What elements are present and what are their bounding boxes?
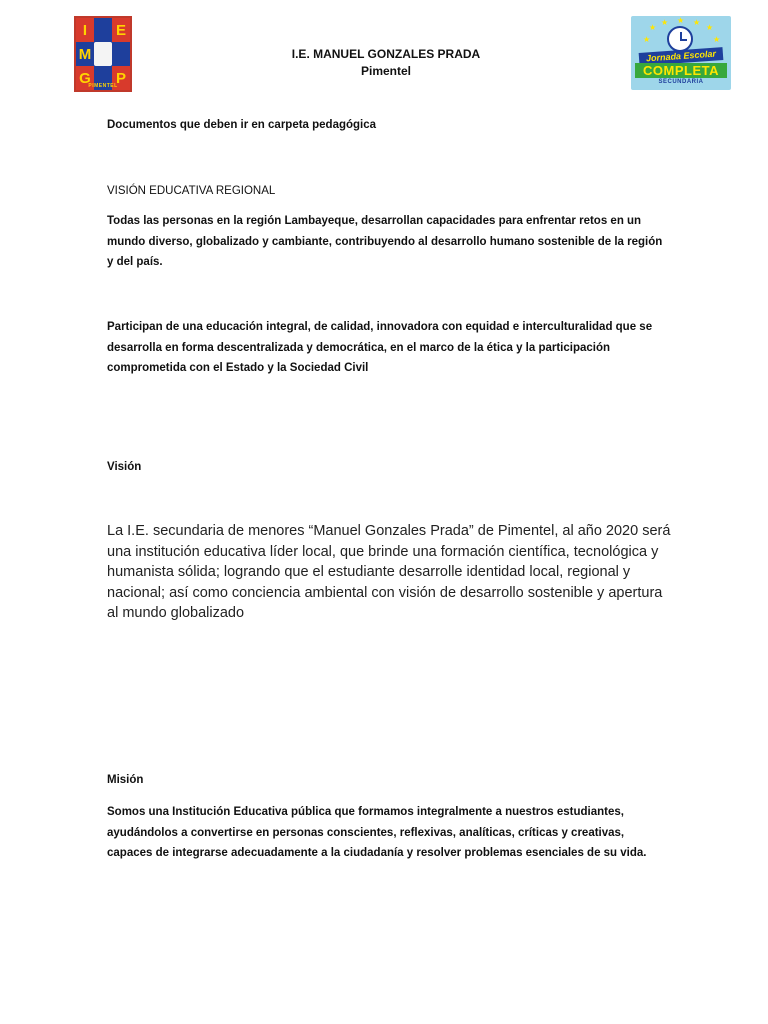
star-icon: ★ — [706, 23, 714, 32]
crest-motto: PIMENTEL — [88, 83, 118, 89]
clock-icon — [667, 26, 693, 52]
crest-letter-i: I — [76, 18, 94, 42]
vision-heading: Visión — [107, 461, 142, 473]
crest-letter-e: E — [112, 18, 130, 42]
regional-vision-paragraph: Participan de una educación integral, de calidad, innovadora con equidad e interculturalidad que se desarrolla en forma descentralizada y democrática, en el marco de la ética y la participación comprometida con el Estado y la Sociedad Civil — [107, 321, 653, 374]
regional-vision-paragraph: Todas las personas en la región Lambayeque, desarrollan capacidades para enfrentar retos en un mundo diverso, globalizado y cambiante, contribuyendo al desarrollo humano sostenible de la región y del país. — [107, 215, 663, 268]
vision-paragraph: La I.E. secundaria de menores “Manuel Gonzales Prada” de Pimentel, al año 2020 será una institución educativa líder local, que brinde una formación científica, tecnológica y humanista sólida; logrando que el estudiante desarrolle identidad local, regional y nacional; así como conciencia ambiental con visión de desarrollo sostenible y apertura al mundo globalizado — [107, 523, 671, 621]
jornada-escolar-logo — [631, 16, 731, 90]
school-crest-logo — [74, 16, 132, 92]
star-icon: ★ — [713, 35, 721, 44]
logo-line3: SECUNDARIA — [658, 79, 704, 85]
star-icon: ★ — [693, 18, 701, 27]
crest-letter-g: G — [76, 66, 94, 90]
crest-letter-m: M — [76, 42, 94, 66]
regional-vision-heading: VISIÓN EDUCATIVA REGIONAL — [107, 185, 276, 197]
document-header — [236, 46, 536, 80]
mision-heading: Misión — [107, 774, 144, 786]
star-icon: ★ — [649, 23, 657, 32]
mision-paragraph: Somos una Institución Educativa pública que formamos integralmente a nuestros estudiantes, ayudándolos a convertirse en personas conscientes, reflexivas, analíticas, críticas y creativas, capaces de integrarse adecuadamente a la ciudadanía y resolver problemas esenciales de su vida. — [107, 806, 647, 859]
star-icon: ★ — [643, 35, 651, 44]
crest-letter-p: P — [112, 66, 130, 90]
document-title: Documentos que deben ir en carpeta pedagógica — [107, 119, 377, 131]
school-city: Pimentel — [360, 64, 411, 78]
school-name: I.E. MANUEL GONZALES PRADA — [291, 47, 481, 61]
crest-band — [112, 42, 130, 66]
star-icon: ★ — [661, 18, 669, 27]
logo-line2: COMPLETA — [635, 63, 727, 78]
crest-shield-icon — [94, 42, 112, 66]
star-icon: ★ — [677, 16, 685, 25]
logo-line1: Jornada Escolar — [639, 47, 724, 66]
crest-band — [94, 18, 112, 42]
